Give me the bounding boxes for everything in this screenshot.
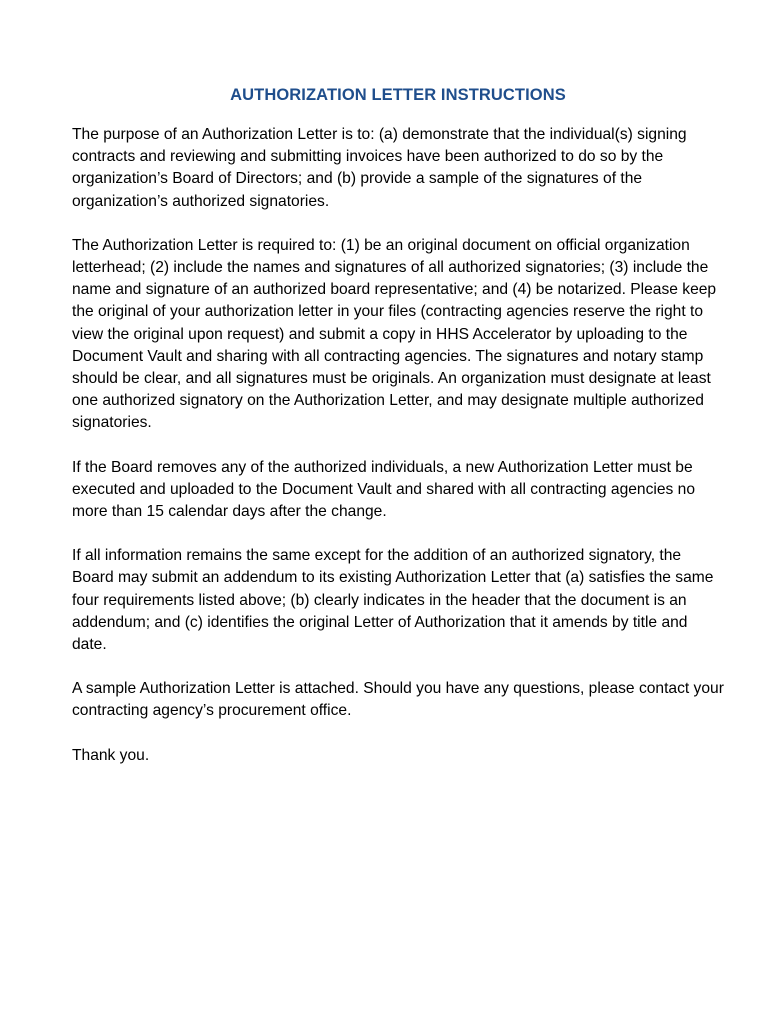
- paragraph-requirements: The Authorization Letter is required to: (1) be an original document on official organization letterhead; (2) include the names and signatures of all authorized signatories; (3) include the name and signature of an authorized board representative; and (4) be notarized. Please keep the original of your authorization letter in your files (contracting agencies reserve the right to view the original upon request) and submit a copy in HHS Accelerator by uploading to the Document Vault and sharing with all contracting agencies. The signatures and notary stamp should be clear, and all signatures must be originals. An organization must designate at least one authorized signatory on the Authorization Letter, and may designate multiple authorized signatories.: [72, 236, 717, 432]
- paragraph-addendum: If all information remains the same except for the addition of an authorized signatory, the Board may submit an addendum to its existing Authorization Letter that (a) satisfies the same four requirements listed above; (b) clearly indicates in the header that the document is an addendum; and (c) identifies the original Letter of Authorization that it amends by title and date.: [72, 547, 714, 654]
- document-body: [72, 82, 724, 789]
- paragraph-thank-you: Thank you.: [72, 746, 150, 764]
- paragraph-purpose: The purpose of an Authorization Letter is to: (a) demonstrate that the individual(s) signing contracts and reviewing and submitting invoices have been authorized to do so by the organization’s Board of Directors; and (b) provide a sample of the signatures of the organization’s authorized signatories.: [72, 126, 687, 210]
- paragraph-board-removal: If the Board removes any of the authorized individuals, a new Authorization Letter must be executed and uploaded to the Document Vault and shared with all contracting agencies no more than 15 calendar days after the change.: [72, 458, 696, 521]
- document-title: AUTHORIZATION LETTER INSTRUCTIONS: [230, 86, 566, 104]
- paragraph-sample-contact: A sample Authorization Letter is attached. Should you have any questions, please contact your contracting agency’s procurement office.: [72, 680, 724, 720]
